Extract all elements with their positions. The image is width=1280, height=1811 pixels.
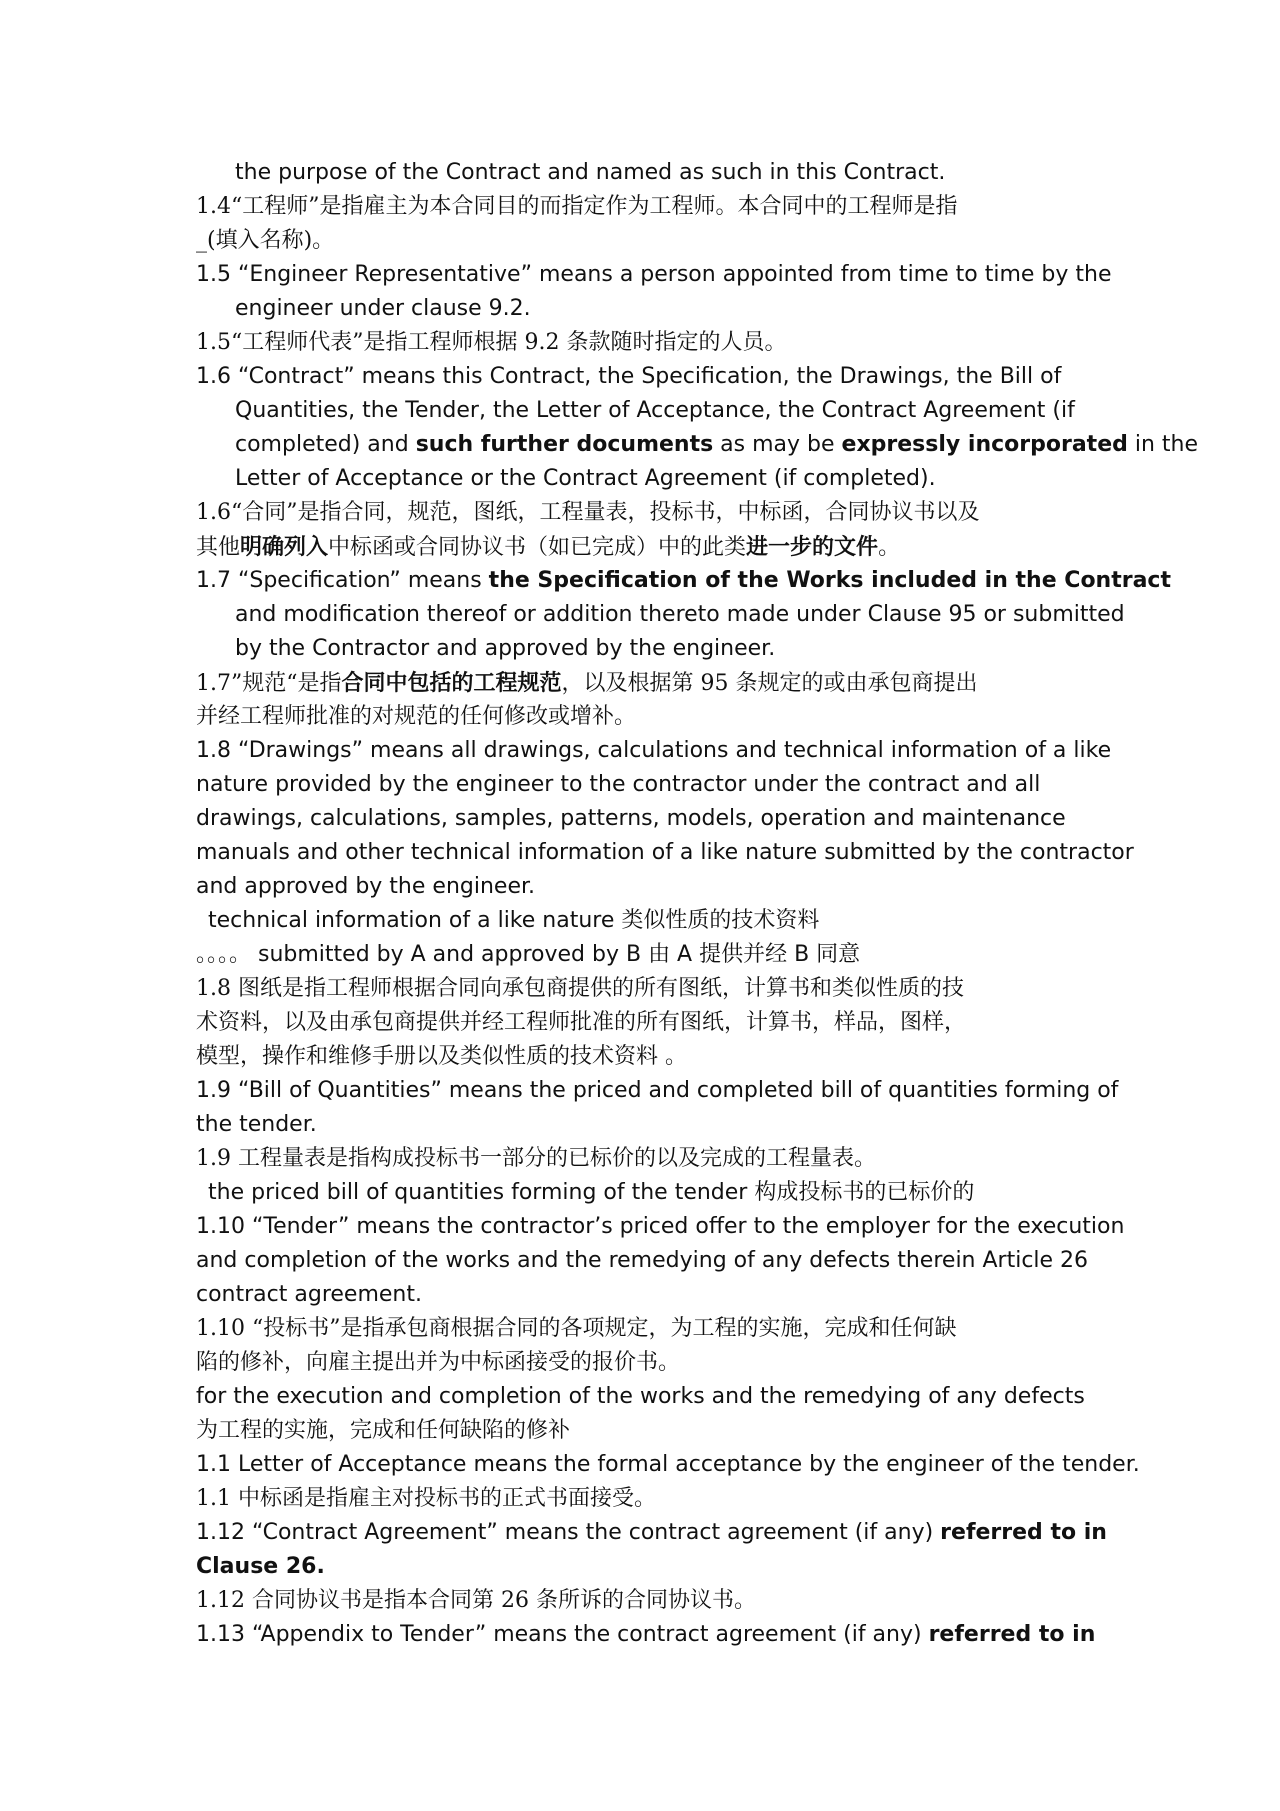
text-line-1-6-en-d <box>235 462 1115 496</box>
text-segment: drawings, calculations, samples, patterns, models, operation and maintenance <box>196 806 1066 831</box>
text-segment: 模型，操作和维修手册以及类似性质的技术资料 。 <box>196 1044 687 1069</box>
text-segment: 。。。。 submitted by A and approved by B 由 A 提供并经 B 同意 <box>196 942 861 967</box>
text-line-1-7-zh-b <box>196 700 1116 734</box>
text-line-1-10-en-a <box>196 1210 1125 1244</box>
text-segment: _(填入名称)。 <box>196 228 335 253</box>
text-line-1-6-en-a <box>196 360 1116 394</box>
text-segment: 其他 <box>196 535 241 560</box>
text-line-1-5-en-a <box>196 258 1116 292</box>
text-segment: and modification thereof or addition thereto made under Clause 95 or submitted <box>235 602 1125 627</box>
text-segment: 1.12 合同协议书是指本合同第 26 条所诉的合同协议书。 <box>196 1588 756 1613</box>
text-line-1-9-en-a <box>196 1074 1119 1108</box>
text-line-1-8-zh-b <box>196 1006 1116 1040</box>
text-line-1-10-en-b <box>196 1244 1116 1278</box>
text-segment: 1.4“工程师”是指雇主为本合同目的而指定作为工程师。本合同中的工程师是指 <box>196 194 958 219</box>
text-segment: the purpose of the Contract and named as such in this Contract. <box>235 160 946 185</box>
text-line-1-9-en-b <box>196 1108 1116 1142</box>
text-line-1-11-en <box>196 1448 1140 1482</box>
text-line-1-6-zh-b <box>196 530 1116 564</box>
text-line-1-13-en <box>196 1618 1116 1652</box>
text-line-1-4-zh-b <box>196 224 1116 258</box>
text-line-1-12-en-b <box>196 1550 1116 1584</box>
text-segment: as may be <box>713 432 842 457</box>
text-line-1-9-note <box>208 1176 1128 1210</box>
text-segment: engineer under clause 9.2. <box>235 296 531 321</box>
text-line-1-8-zh-a <box>196 972 1116 1006</box>
text-line-1-7-zh-a <box>196 666 1116 700</box>
text-line-1-6-en-c <box>235 428 1199 462</box>
text-segment: 1.6 “Contract” means this Contract, the Specification, the Drawings, the Bill of <box>196 364 1062 389</box>
text-segment: 并经工程师批准的对规范的任何修改或增补。 <box>196 704 637 729</box>
text-segment: and completion of the works and the remedying of any defects therein Article 26 <box>196 1248 1089 1273</box>
text-segment: 1.6“合同”是指合同，规范，图纸，工程量表，投标书，中标函，合同协议书以及 <box>196 500 980 525</box>
text-line-1-6-zh-a <box>196 496 1116 530</box>
bold-text-segment: 明确列入 <box>240 534 329 560</box>
text-segment: 1.7 “Specification” means <box>196 568 489 593</box>
text-line-1-10-note-zh <box>196 1414 1116 1448</box>
text-segment: and approved by the engineer. <box>196 874 535 899</box>
text-line-1-12-zh <box>196 1584 1116 1618</box>
text-line-1-4-zh-a <box>196 190 1116 224</box>
text-line-1-7-en-c <box>235 632 1115 666</box>
text-line-1-6-en-b <box>235 394 1115 428</box>
text-line-1-8-note-a <box>208 904 1128 938</box>
text-line-1-3-cont <box>235 156 1115 190</box>
text-line-1-7-en-b <box>235 598 1125 632</box>
text-line-1-10-zh-a <box>196 1312 1116 1346</box>
bold-text-segment: referred to in <box>928 1622 1096 1647</box>
bold-text-segment: referred to in <box>940 1520 1107 1545</box>
text-segment: 中标函或合同协议书（如已完成）中的此类 <box>328 535 747 560</box>
text-line-1-5-en-b <box>235 292 1115 326</box>
text-segment: 1.5 “Engineer Representative” means a person appointed from time to time by the <box>196 262 1112 287</box>
bold-text-segment: Clause 26. <box>196 1554 325 1579</box>
text-line-1-11-zh <box>196 1482 1116 1516</box>
text-segment: 1.5“工程师代表”是指工程师根据 9.2 条款随时指定的人员。 <box>196 330 787 355</box>
text-line-1-10-en-c <box>196 1278 1116 1312</box>
text-line-1-10-note-en <box>196 1380 1116 1414</box>
text-segment: contract agreement. <box>196 1282 422 1307</box>
text-segment: 1.10 “Tender” means the contractor’s priced offer to the employer for the execution <box>196 1214 1125 1239</box>
text-segment: the tender. <box>196 1112 317 1137</box>
text-segment: 。 <box>878 535 901 560</box>
text-segment: 1.7”规范“是指 <box>196 671 342 696</box>
text-line-1-8-en-c <box>196 802 1116 836</box>
text-segment: 1.1 Letter of Acceptance means the formal acceptance by the engineer of the tender. <box>196 1452 1140 1477</box>
text-segment: 1.13 “Appendix to Tender” means the contract agreement (if any) <box>196 1622 929 1647</box>
text-line-1-10-zh-b <box>196 1346 1116 1380</box>
text-segment: in the <box>1127 432 1199 457</box>
text-segment: 1.10 “投标书”是指承包商根据合同的各项规定，为工程的实施，完成和任何缺 <box>196 1316 957 1341</box>
text-line-1-5-zh <box>196 326 1116 360</box>
text-line-1-12-en-a <box>196 1516 1116 1550</box>
text-segment: Letter of Acceptance or the Contract Agreement (if completed). <box>235 466 936 491</box>
text-segment: 术资料，以及由承包商提供并经工程师批准的所有图纸，计算书，样品，图样， <box>196 1010 967 1035</box>
text-segment: manuals and other technical information of a like nature submitted by the contractor <box>196 840 1134 865</box>
text-line-1-8-en-a <box>196 734 1116 768</box>
text-segment: completed) and <box>235 432 416 457</box>
text-line-1-8-note-b <box>196 938 1116 972</box>
bold-text-segment: the Specification of the Works included in the Contract <box>488 568 1171 593</box>
text-segment: Quantities, the Tender, the Letter of Acceptance, the Contract Agreement (if <box>235 398 1075 423</box>
bold-text-segment: such further documents <box>415 432 714 457</box>
text-segment: for the execution and completion of the works and the remedying of any defects <box>196 1384 1085 1409</box>
text-line-1-8-en-b <box>196 768 1116 802</box>
text-segment: 1.8 图纸是指工程师根据合同向承包商提供的所有图纸，计算书和类似性质的技 <box>196 976 964 1001</box>
text-segment: ，以及根据第 95 条规定的或由承包商提出 <box>561 671 978 696</box>
text-line-1-8-en-e <box>196 870 1116 904</box>
text-line-1-9-zh <box>196 1142 1116 1176</box>
text-segment: 1.8 “Drawings” means all drawings, calculations and technical information of a like <box>196 738 1112 763</box>
text-segment: 1.9 工程量表是指构成投标书一部分的已标价的以及完成的工程量表。 <box>196 1146 876 1171</box>
text-segment: the priced bill of quantities forming of the tender 构成投标书的已标价的 <box>208 1180 975 1205</box>
text-line-1-7-en-a <box>196 564 1171 598</box>
text-line-1-8-en-d <box>196 836 1134 870</box>
text-segment: 陷的修补，向雇主提出并为中标函接受的报价书。 <box>196 1350 681 1375</box>
text-segment: nature provided by the engineer to the contractor under the contract and all <box>196 772 1041 797</box>
text-segment: 为工程的实施，完成和任何缺陷的修补 <box>196 1418 571 1443</box>
bold-text-segment: 合同中包括的工程规范 <box>341 670 562 696</box>
text-line-1-8-zh-c <box>196 1040 1116 1074</box>
text-segment: 1.1 中标函是指雇主对投标书的正式书面接受。 <box>196 1486 656 1511</box>
text-segment: technical information of a like nature 类似性质的技术资料 <box>208 908 820 933</box>
text-segment: 1.9 “Bill of Quantities” means the priced and completed bill of quantities forming of <box>196 1078 1119 1103</box>
bold-text-segment: expressly incorporated <box>841 432 1128 457</box>
bold-text-segment: 进一步的文件 <box>746 534 879 560</box>
text-segment: by the Contractor and approved by the engineer. <box>235 636 776 661</box>
text-segment: 1.12 “Contract Agreement” means the contract agreement (if any) <box>196 1520 941 1545</box>
